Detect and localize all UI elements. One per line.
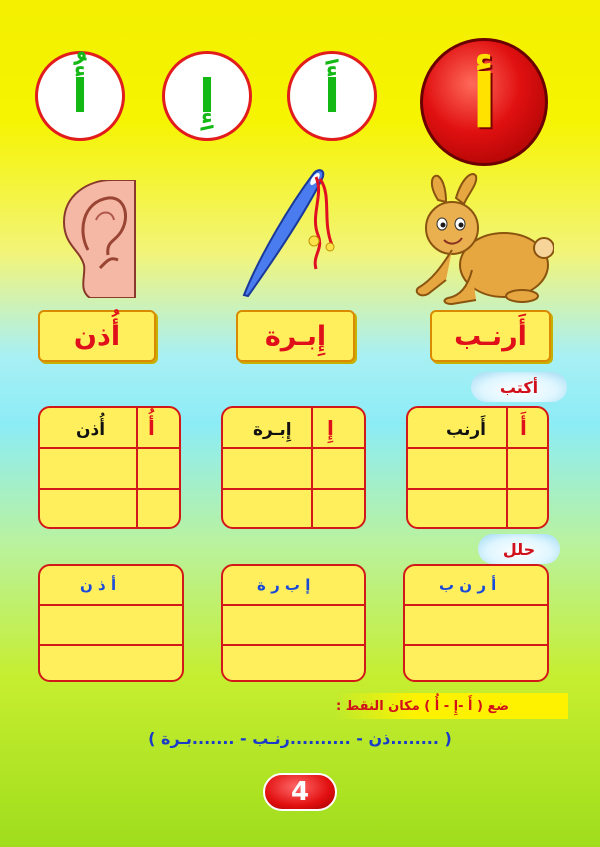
- instruction-text: ضع ( أَ -إِ - أُ ) مكان النقط :: [336, 693, 568, 719]
- analyze-cloud: حلل: [478, 534, 560, 564]
- letter-circle-kasra: إِ: [162, 51, 252, 141]
- write-word: إِبـرة: [253, 420, 292, 440]
- analyze-table-udhun: [38, 564, 184, 682]
- write-letter: أَ: [520, 416, 527, 440]
- write-table-arnab: [406, 406, 549, 529]
- word-label-udhun: أُذن: [38, 310, 156, 362]
- write-word: أَرنب: [446, 420, 486, 440]
- analyze-letters: أ ر ن ب: [439, 576, 497, 594]
- letter-circle-damma: أُ: [35, 51, 125, 141]
- needle-illustration: [240, 165, 340, 300]
- fill-in-exercise: ( ........ذن - ..........رنـب - .......بـرة ): [148, 729, 452, 748]
- write-word: أُذن: [76, 420, 106, 440]
- write-table-udhun: [38, 406, 181, 529]
- word-label-ibra: إِبـرة: [236, 310, 355, 362]
- analyze-letters: أ ذ ن: [80, 576, 117, 594]
- write-table-ibra: [221, 406, 366, 529]
- analyze-letters: إ ب ر ة: [257, 576, 311, 594]
- rabbit-illustration: [412, 170, 554, 305]
- write-cloud: أكتب: [471, 372, 567, 402]
- letter-circle-fatha: أَ: [287, 51, 377, 141]
- analyze-table-arnab: [403, 564, 549, 682]
- ear-illustration: [60, 180, 140, 298]
- write-letter: أُ: [148, 416, 155, 440]
- page-number: 4: [263, 773, 337, 811]
- main-letter-circle: أ: [420, 38, 548, 166]
- analyze-table-ibra: [221, 564, 366, 682]
- write-letter: إِ: [327, 416, 334, 440]
- word-label-arnab: أَرنـب: [430, 310, 551, 362]
